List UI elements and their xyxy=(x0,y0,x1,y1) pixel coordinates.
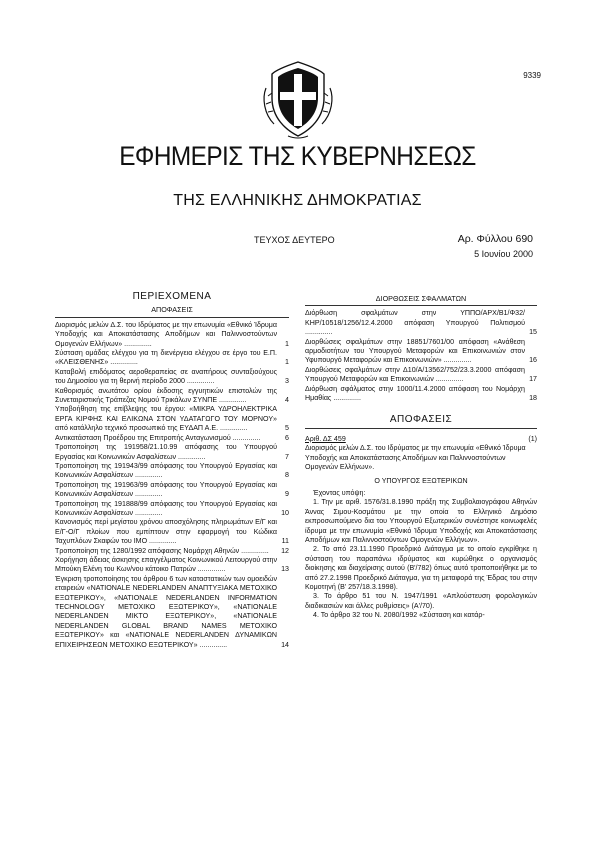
toc-entry-text: Έγκριση τροποποίησης του άρθρου 6 των καταστατικών των ομοειδών εταιρειών «NATIONALE NEDERLANDEN ΑΝΑΠΤΥΞΙΑΚΑ ΜΕΤΟΧΙΚΟ ΕΞΩΤΕΡΙΚΟΥ», «NATIONALE NEDERLANDEN INFORMATION TECHNOLOGY ΜΕΤΟΧΙΚΟ ΕΞΩΤΕΡΙΚΟΥ», «NATIONALE NEDERLANDEN ΜΙΚΤΟ ΕΞΩΤΕΡΙΚΟΥ», «NATIONALE NEDERLANDEN GLOBAL BRAND NAMES ΜΕΤΟΧΙΚΟ ΕΞΩΤΕΡΙΚΟΥ» και «NATIONALE NEDERLANDEN ΔΥΝΑΜΙΚΩΝ ΕΠΙΧΕΙΡΗΣΕΩΝ ΜΕΤΟΧΙΚΟ ΕΞΩΤΕΡΙΚΟΥ» .............. xyxy=(55,574,277,649)
toc-entry-text: Καθορισμός ανωτάτου ορίου έκδοσης εγγυητικών επιστολών της Συνεταιριστικής Τράπεζας Νομού Τρικάλων ΣΥΝΠΕ .............. xyxy=(55,386,277,405)
correction-entry[interactable] xyxy=(305,385,537,404)
decisions-title: ΑΠΟΦΑΣΕΙΣ xyxy=(389,414,453,426)
corrections-heading: ΔΙΟΡΘΩΣΕΙΣ ΣΦΑΛΜΑΤΩΝ xyxy=(375,294,467,303)
toc-entry-text: Διορθώσεις σφαλμάτων στην Δ10/Α/13562/752/23.3.2000 απόφαση Υπουργού Μεταφορών και Επικοινωνιών .............. xyxy=(305,365,525,384)
toc-entry-text: Διορισμός μελών Δ.Σ. του Ιδρύματος με την επωνυμία «Εθνικό Ίδρυμα Υποδοχής και Αποκατάστασης Αποδήμων και Παλιννοστούντων Ομογενών Ελλήνων» .............. xyxy=(55,320,277,348)
contents-column-left xyxy=(55,292,289,650)
gazette-title: ΕΦΗΜΕΡΙΣ ΤΗΣ ΚΥΒΕΡΝΗΣΕΩΣ xyxy=(119,141,476,171)
toc-entry-text: Υποβοήθηση της επίβλεψης του έργου: «ΜΙΚΡΑ ΥΔΡΟΗΛΕΚΤΡΙΚΑ ΕΡΓΑ ΚΙΡΦΗΣ ΚΑΙ ΕΛΙΚΩΝΑ ΣΤΟΝ ΥΔΑΤΑΓΩΓΟ ΤΟΥ ΜΟΡΝΟΥ» από κατάλληλο τεχνικό προσωπικό της ΕΥΔΑΠ Α.Ε. .............. xyxy=(55,405,277,433)
toc-entry-page: 6 xyxy=(285,433,289,442)
toc-entry[interactable] xyxy=(55,349,289,368)
decision-authority: Ο ΥΠΟΥΡΓΟΣ ΕΞΩΤΕΡΙΚΩΝ xyxy=(374,476,468,485)
toc-entry-text: Τροποποίηση της 191888/99 απόφασης του Υπουργού Εργασίας και Κοινωνικών Ασφαλίσεων .............. xyxy=(55,499,277,517)
toc-entry-text: Διόρθωση σφαλμάτων στην ΥΠΠΟ/ΑΡΧ/Β1/Φ32/ΚΗΡ/10518/1256/12.4.2000 απόφαση Υπουργού Πολιτισμού .............. xyxy=(305,309,525,337)
toc-entry[interactable] xyxy=(55,405,289,433)
toc-entry-page: 1 xyxy=(285,358,289,367)
toc-entry-text: Διορθώσεις σφαλμάτων στην 18851/7601/00 απόφαση «Ανάθεση αρμοδιοτήτων του Υπουργού Μεταφορών και Επικοινωνιών στον Υφυπουργό Μεταφορών και Επικοινωνιών» .............. xyxy=(305,337,525,365)
toc-entry-text: Τροποποίηση της 191963/99 απόφασης του Υπουργού Εργασίας και Κοινωνικών Ασφαλίσεων .............. xyxy=(55,480,277,499)
toc-entry-page: 1 xyxy=(285,339,289,348)
divider xyxy=(305,305,537,306)
toc-entry-page: 17 xyxy=(529,375,537,384)
toc-entry-continued[interactable] xyxy=(55,575,289,650)
decision-reference: Αριθ. ΔΣ 459 xyxy=(305,434,346,443)
toc-entry-page: 5 xyxy=(285,424,289,433)
toc-entry-text: Τροποποίηση της 191958/21.10.99 απόφασης του Υπουργού Εργασίας και Κοινωνικών Ασφαλίσεων .............. xyxy=(55,443,277,461)
correction-entry[interactable] xyxy=(305,338,537,366)
toc-entry-page: 12 xyxy=(281,546,289,555)
toc-entry[interactable] xyxy=(55,556,289,575)
toc-entry-page: 18 xyxy=(529,394,537,403)
toc-entry-text: Καταβολή επιδόματος αεροθεραπείας σε αναπήρους συνταξιούχους του Δημοσίου για τη θερινή περίοδο 2000 .............. xyxy=(55,367,277,386)
correction-entry[interactable] xyxy=(305,309,537,337)
toc-entry-page: 7 xyxy=(285,452,289,461)
toc-entry[interactable] xyxy=(55,462,289,481)
toc-entry[interactable] xyxy=(55,443,289,462)
toc-entry-page: 14 xyxy=(281,640,289,649)
contents-decisions-heading: ΑΠΟΦΑΣΕΙΣ xyxy=(151,305,193,315)
issue-series: ΤΕΥΧΟΣ ΔΕΥΤΕΡΟ xyxy=(254,235,335,245)
contents-title: ΠΕΡΙΕΧΟΜΕΝΑ xyxy=(132,291,212,302)
toc-entry[interactable] xyxy=(55,518,289,546)
decision-number: (1) xyxy=(528,434,537,443)
toc-entry-page: 10 xyxy=(281,508,289,517)
toc-entry-page: 15 xyxy=(529,328,537,337)
decision-paragraph: 4. Το άρθρο 32 του Ν. 2080/1992 «Σύσταση και κατάρ- xyxy=(313,611,485,620)
divider xyxy=(55,317,289,318)
decision-paragraph: Έχοντας υπόψη: xyxy=(313,488,366,497)
decision-header xyxy=(305,435,537,444)
toc-entry-page: 8 xyxy=(285,471,289,480)
toc-entry[interactable] xyxy=(55,387,289,406)
page-number: 9339 xyxy=(523,71,541,80)
decision-paragraph: 3. Το άρθρο 51 του Ν. 1947/1991 «Απλούστευση φορολογικών διαδικασιών και άλλες ρυθμίσεις» (Α'/70). xyxy=(305,592,537,610)
toc-entry-text: Κανονισμός περί μεγίστου χρόνου αποσχόλησης πληρωμάτων Ε/Γ και Ε/Γ-Ο/Γ πλοίων που εμπίπτουν στην εφαρμογή του Κώδικα Ταχυπλόων Σκαφών του ΙΜΟ .............. xyxy=(55,518,277,546)
issue-date: 5 Ιουνίου 2000 xyxy=(474,249,533,259)
toc-entry[interactable] xyxy=(55,500,289,519)
toc-entry[interactable] xyxy=(55,434,289,443)
toc-entry[interactable] xyxy=(55,481,289,500)
decision-paragraph: 2. Το από 23.11.1990 Προεδρικό Διάταγμα με το οποίο εγκρίθηκε η σύσταση του παραπάνω ιδρύματος και κυρώθηκε ο οργανισμός διοίκησης και διαχείρισης αυτού (Β'/782) όπως αυτό τροποποιήθηκε με το από 27.2.1998 Προεδρικό Διάταγμα, για τη μεταφορά της Έδρας του στην Κομοτηνή (Β' 257/18.3.1998). xyxy=(305,545,537,591)
divider xyxy=(305,428,537,429)
toc-entry-text: Διόρθωση σφάλματος στην 1000/11.4.2000 απόφαση του Νομάρχη Ημαθίας .............. xyxy=(305,384,525,403)
toc-entry-page: 3 xyxy=(285,377,289,386)
decision-subject: Διορισμός μελών Δ.Σ. του Ιδρύματος με την επωνυμία «Εθνικό Ίδρυμα Υποδοχής και Αποκατάστασης Αποδήμων και Παλιννοστούντων Ομογενών Ελλήνων». xyxy=(305,444,526,472)
toc-entry-text: Τροποποίηση της 1280/1992 απόφασης Νομάρχη Αθηνών .............. xyxy=(55,546,269,555)
toc-entry-page: 4 xyxy=(285,396,289,405)
toc-entry-text: Τροποποίηση της 191943/99 απόφασης του Υπουργού Εργασίας και Κοινωνικών Ασφαλίσεων .............. xyxy=(55,461,277,480)
correction-entry[interactable] xyxy=(305,366,537,385)
toc-entry-text: Αντικατάσταση Προέδρου της Επιτροπής Ανταγωνισμού .............. xyxy=(55,433,261,442)
toc-entry[interactable] xyxy=(55,547,289,556)
sheet-number: Αρ. Φύλλου 690 xyxy=(457,233,533,245)
toc-entry-page: 9 xyxy=(285,490,289,499)
toc-entry-text: Σύσταση ομάδας ελέγχου για τη διενέργεια ελέγχου σε έργο του Ε.Π. «ΚΛΕΙΣΘΕΝΗΣ» .............. xyxy=(55,349,277,367)
decision-paragraph: 1. Την με αριθ. 1576/31.8.1990 πράξη της Συμβολαιογράφου Αθηνών Άννας Σιμου-Κοσμάτου με την οποία το Ελληνικό Δημόσιο εκπροσωπούμενο δια του Υπουργού Εξωτερικών συνέστησε κοινωφελές ίδρυμα με την επωνυμία «Εθνικό Ίδρυμα Υποδοχής και Αποκατάστασης Αποδήμων και Παλιννοστούντων Ομογενών Ελλήνων». xyxy=(305,498,537,544)
toc-entry-page: 13 xyxy=(281,565,289,574)
greek-coat-of-arms-icon xyxy=(258,58,338,140)
contents-column-right xyxy=(305,292,537,621)
gazette-subtitle: ΤΗΣ ΕΛΛΗΝΙΚΗΣ ΔΗΜΟΚΡΑΤΙΑΣ xyxy=(173,192,422,209)
toc-entry[interactable] xyxy=(55,368,289,387)
toc-entry-page: 16 xyxy=(529,356,537,365)
toc-entry[interactable] xyxy=(55,321,289,349)
toc-entry-text: Χορήγηση άδειας άσκησης επαγγέλματος Κοινωνικού Λειτουργού στην Μπούκη Ελένη του Κων/νου κάτοικο Πατρών .............. xyxy=(55,555,277,574)
toc-entry-page: 11 xyxy=(281,537,289,546)
